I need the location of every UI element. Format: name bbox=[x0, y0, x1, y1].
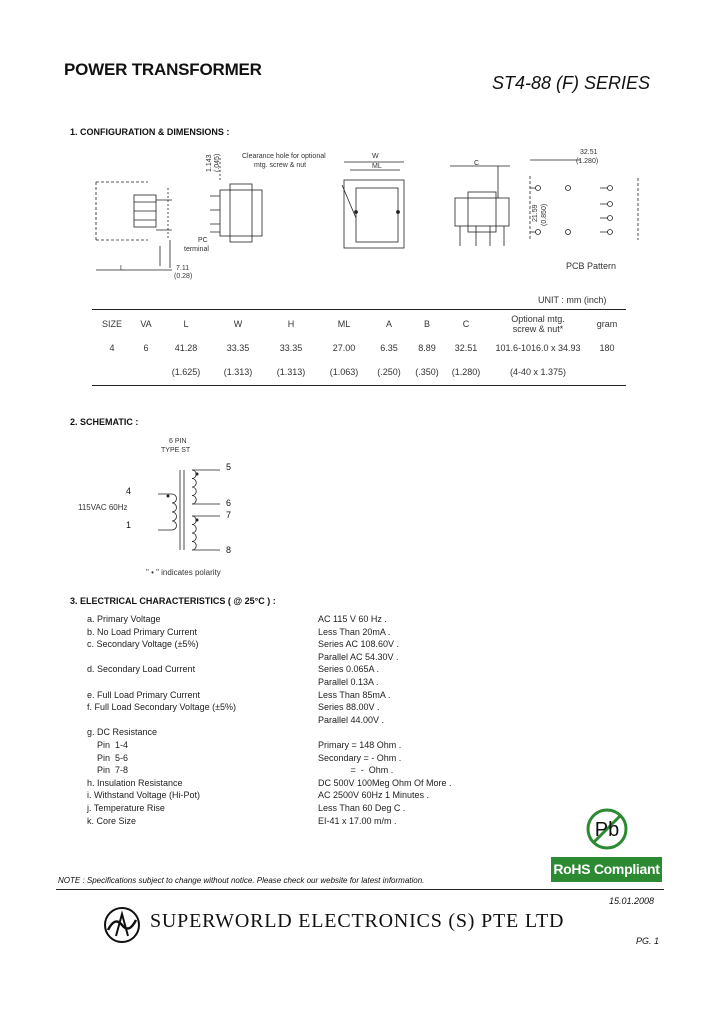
spec-label: b. No Load Primary Current bbox=[87, 626, 198, 637]
dim-bottom: 7.11 bbox=[176, 265, 190, 272]
spec-value: Less Than 85mA . bbox=[318, 689, 391, 700]
pcb-top-dim: 32.51 bbox=[580, 149, 598, 156]
spec-label: c. Secondary Voltage (±5%) bbox=[87, 639, 199, 650]
cell: 32.51 bbox=[454, 343, 478, 353]
th-h: H bbox=[287, 319, 295, 329]
dim-ml: ML bbox=[372, 163, 382, 170]
cell: (.350) bbox=[415, 367, 439, 377]
cell: 33.35 bbox=[226, 343, 250, 353]
pc-terminal-label: terminal bbox=[184, 246, 209, 253]
spec-value: Secondary = - Ohm . bbox=[318, 752, 402, 763]
spec-label bbox=[87, 651, 236, 664]
spec-label: Pin 5-6 bbox=[87, 752, 129, 763]
cell: 4 bbox=[109, 343, 115, 353]
pb-free-icon bbox=[584, 806, 630, 852]
cell: 41.28 bbox=[174, 343, 198, 353]
th-gram: gram bbox=[596, 319, 618, 329]
cell: (.250) bbox=[377, 367, 401, 377]
spec-label: a. Primary Voltage bbox=[87, 614, 161, 624]
spec-value: Less Than 60 Deg C . bbox=[318, 802, 406, 813]
spec-value: Primary = 148 Ohm . bbox=[318, 739, 402, 750]
schematic-type-label: TYPE ST bbox=[161, 447, 191, 454]
cell: 6 bbox=[143, 343, 149, 353]
spec-label: e. Full Load Primary Current bbox=[87, 689, 201, 700]
spec-label: Pin 1-4 bbox=[87, 739, 129, 750]
spec-value bbox=[318, 726, 452, 739]
pin-6: 6 bbox=[226, 498, 232, 508]
spec-value: Parallel AC 54.30V . bbox=[318, 651, 399, 662]
table-row bbox=[92, 360, 624, 384]
table-header-row bbox=[92, 312, 624, 336]
cell: 6.35 bbox=[380, 343, 398, 353]
spec-value: AC 115 V 60 Hz . bbox=[318, 614, 387, 624]
series-title: ST4-88 (F) SERIES bbox=[492, 73, 651, 93]
input-voltage-label: 115VAC 60Hz bbox=[78, 503, 128, 512]
cell: (1.313) bbox=[223, 367, 253, 377]
rohs-compliant-badge: RoHS Compliant bbox=[551, 857, 662, 882]
section-1-heading: 1. CONFIGURATION & DIMENSIONS : bbox=[70, 127, 230, 137]
section-3-heading: 3. ELECTRICAL CHARACTERISTICS ( @ 25°C ) : bbox=[70, 596, 276, 606]
footer-note: NOTE : Specifications subject to change without notice. Please check our website for latest information. bbox=[58, 876, 425, 885]
spec-label: h. Insulation Resistance bbox=[87, 777, 183, 788]
spec-value: Parallel 44.00V . bbox=[318, 714, 385, 725]
pc-label: PC bbox=[198, 237, 208, 244]
th-w: W bbox=[233, 319, 243, 329]
cell: 33.35 bbox=[279, 343, 303, 353]
pin-8: 8 bbox=[226, 545, 232, 555]
dim-c: C bbox=[474, 160, 480, 167]
table-row bbox=[92, 336, 624, 360]
company-logo-icon bbox=[103, 906, 141, 944]
spec-value: AC 2500V 60Hz 1 Minutes . bbox=[318, 790, 430, 801]
dimensions-table bbox=[92, 312, 624, 384]
spec-value: Parallel 0.13A . bbox=[318, 676, 379, 687]
pin-5: 5 bbox=[226, 462, 232, 472]
unit-label: UNIT : mm (inch) bbox=[538, 295, 607, 305]
spec-label: g. DC Resistance bbox=[87, 727, 158, 738]
clearance-note: Clearance hole for optional bbox=[242, 153, 326, 160]
dim-l: L bbox=[120, 265, 124, 272]
schematic-diagram bbox=[150, 460, 230, 560]
clearance-note-2: mtg. screw & nut bbox=[254, 162, 307, 169]
th-l: L bbox=[183, 319, 189, 329]
spec-label: Pin 7-8 bbox=[87, 765, 129, 776]
spec-value: Series AC 108.60V . bbox=[318, 639, 400, 650]
pin-4: 4 bbox=[126, 486, 132, 496]
cell: (1.063) bbox=[329, 367, 359, 377]
th-a: A bbox=[385, 319, 392, 329]
pin-1: 1 bbox=[126, 520, 132, 530]
cell: (1.313) bbox=[276, 367, 306, 377]
dim-side-inch: (.045) bbox=[214, 153, 221, 172]
electrical-labels bbox=[87, 613, 236, 827]
page-number: PG. 1 bbox=[636, 936, 660, 946]
dim-bottom-inch: (0.28) bbox=[174, 273, 193, 280]
pcb-side-dim: 21.59 bbox=[532, 204, 539, 222]
pcb-side-dim-inch: (0.850) bbox=[541, 203, 548, 226]
cell: 27.00 bbox=[332, 343, 356, 353]
pb-symbol: Pb bbox=[594, 819, 620, 841]
th-optional: Optional mtg. screw & nut* bbox=[511, 314, 565, 334]
spec-label bbox=[87, 714, 236, 727]
spec-label: i. Withstand Voltage (Hi-Pot) bbox=[87, 790, 201, 801]
company-name: SUPERWORLD ELECTRONICS (S) PTE LTD bbox=[150, 910, 565, 932]
pin-7: 7 bbox=[226, 510, 232, 520]
spec-value: DC 500V 100Meg Ohm Of More . bbox=[318, 777, 452, 788]
th-ml: ML bbox=[337, 319, 351, 329]
dim-side: 1.143 bbox=[206, 154, 213, 172]
spec-label: k. Core Size bbox=[87, 815, 137, 826]
polarity-note: " • " indicates polarity bbox=[146, 568, 221, 577]
spec-value: Series 88.00V . bbox=[318, 702, 380, 713]
th-va: VA bbox=[140, 319, 152, 329]
cell: (4-40 x 1.375) bbox=[509, 367, 567, 377]
cell: 101.6-1016.0 x 34.93 bbox=[495, 343, 581, 353]
spec-label: d. Secondary Load Current bbox=[87, 664, 196, 675]
th-b: B bbox=[423, 319, 430, 329]
page-title: POWER TRANSFORMER bbox=[64, 60, 262, 79]
cell bbox=[92, 360, 132, 384]
spec-value: Less Than 20mA . bbox=[318, 626, 391, 637]
spec-label: f. Full Load Secondary Voltage (±5%) bbox=[87, 702, 237, 713]
pcb-pattern-label: PCB Pattern bbox=[566, 261, 617, 271]
spec-value: = - Ohm . bbox=[318, 765, 394, 776]
cell: (1.280) bbox=[451, 367, 481, 377]
cell: 180 bbox=[599, 343, 615, 353]
th-size: SIZE bbox=[101, 319, 122, 329]
pcb-top-dim-inch: (1.280) bbox=[576, 158, 599, 165]
spec-label: j. Temperature Rise bbox=[87, 802, 165, 813]
th-c: C bbox=[462, 319, 470, 329]
schematic-pin-label: 6 PIN bbox=[169, 438, 187, 445]
cell bbox=[132, 360, 160, 384]
document-date: 15.01.2008 bbox=[609, 896, 655, 906]
cell bbox=[590, 360, 624, 384]
spec-value: Series 0.065A . bbox=[318, 664, 380, 675]
spec-label bbox=[87, 676, 236, 689]
dim-w: W bbox=[372, 153, 379, 160]
spec-value: EI-41 x 17.00 m/m . bbox=[318, 815, 397, 826]
section-2-heading: 2. SCHEMATIC : bbox=[70, 417, 139, 427]
cell: 8.89 bbox=[418, 343, 436, 353]
electrical-values bbox=[318, 613, 452, 827]
cell: (1.625) bbox=[171, 367, 201, 377]
